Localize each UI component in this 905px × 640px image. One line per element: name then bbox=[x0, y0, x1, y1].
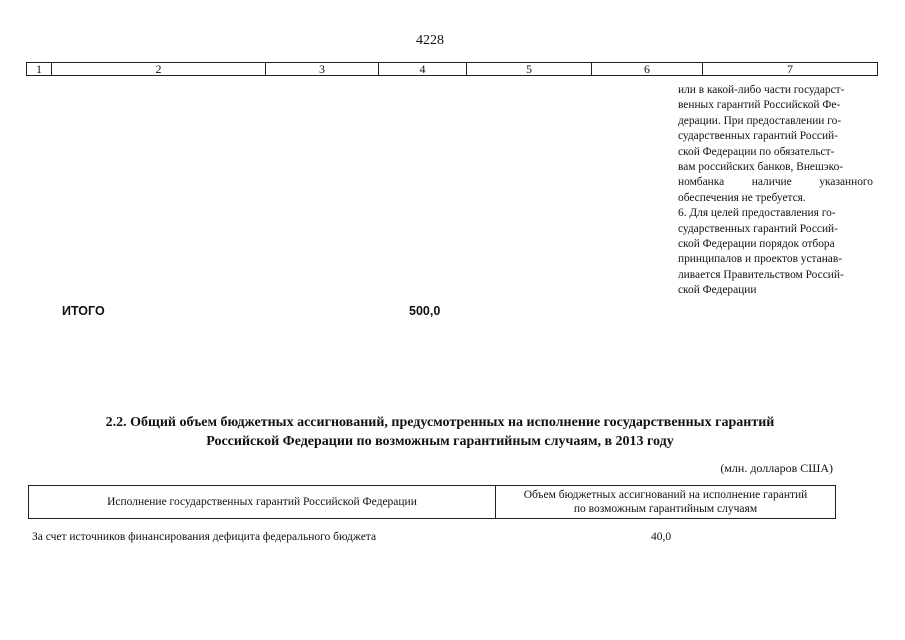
column-number-header bbox=[26, 62, 878, 76]
column-number-cell: 4 bbox=[379, 63, 467, 76]
text-line: 6. Для целей предоставления го- bbox=[678, 207, 836, 220]
row-value-deficit-financing: 40,0 bbox=[651, 531, 672, 543]
text-line: вам российских банков, Внешэко- bbox=[678, 161, 844, 174]
section-heading-line: Российской Федерации по возможным гарантийным случаям, в 2013 году bbox=[206, 434, 674, 449]
column-7-continuation-text bbox=[678, 83, 873, 299]
text-line: обеспечения не требуется. bbox=[678, 191, 806, 204]
paragraph-principal-selection bbox=[678, 206, 873, 298]
section-heading-line: 2.2. Общий объем бюджетных ассигнований, предусмотренных на исполнение государственных гарантий bbox=[105, 415, 775, 430]
column-number-cell: 5 bbox=[467, 63, 592, 76]
total-value: 500,0 bbox=[409, 304, 441, 318]
text-line: венных гарантий Российской Фе- bbox=[678, 99, 841, 112]
text-line: ской Федерации bbox=[678, 284, 757, 297]
word: номбанка bbox=[678, 176, 725, 189]
total-label: ИТОГО bbox=[62, 304, 105, 318]
text-line: ской Федерации по обязательст- bbox=[678, 145, 835, 158]
column-header-line: по возможным гарантийным случаям bbox=[573, 503, 758, 515]
text-line: ливается Правительством Россий- bbox=[678, 268, 844, 281]
paragraph-guarantee-obligations bbox=[678, 83, 873, 206]
word: указанного bbox=[819, 176, 873, 189]
section-heading bbox=[40, 413, 840, 451]
column-number-cell: 2 bbox=[52, 63, 266, 76]
column-header-line: Объем бюджетных ассигнований на исполнение гарантий bbox=[523, 489, 808, 501]
text-line: дерации. При предоставлении го- bbox=[678, 114, 842, 127]
text-line: принципалов и проектов устанав- bbox=[678, 253, 843, 266]
text-line: или в какой-либо части государст- bbox=[678, 84, 845, 96]
row-label-deficit-financing: За счет источников финансирования дефицита федерального бюджета bbox=[32, 531, 377, 543]
column-header-allocation bbox=[496, 486, 836, 519]
text-line: сударственных гарантий Россий- bbox=[678, 130, 838, 143]
word: наличие bbox=[751, 176, 792, 189]
text-line: сударственных гарантий Россий- bbox=[678, 222, 838, 235]
column-header-execution: Исполнение государственных гарантий Российской Федерации bbox=[29, 486, 496, 519]
text-line: ской Федерации порядок отбора bbox=[678, 238, 835, 251]
units-note: (млн. долларов США) bbox=[720, 461, 833, 475]
text-line bbox=[678, 175, 873, 190]
column-number-cell: 3 bbox=[266, 63, 379, 76]
guarantee-table-header bbox=[28, 485, 836, 519]
column-number-cell: 1 bbox=[27, 63, 52, 76]
column-number-cell: 7 bbox=[703, 63, 878, 76]
page-number: 4228 bbox=[416, 33, 444, 48]
column-number-cell: 6 bbox=[592, 63, 703, 76]
